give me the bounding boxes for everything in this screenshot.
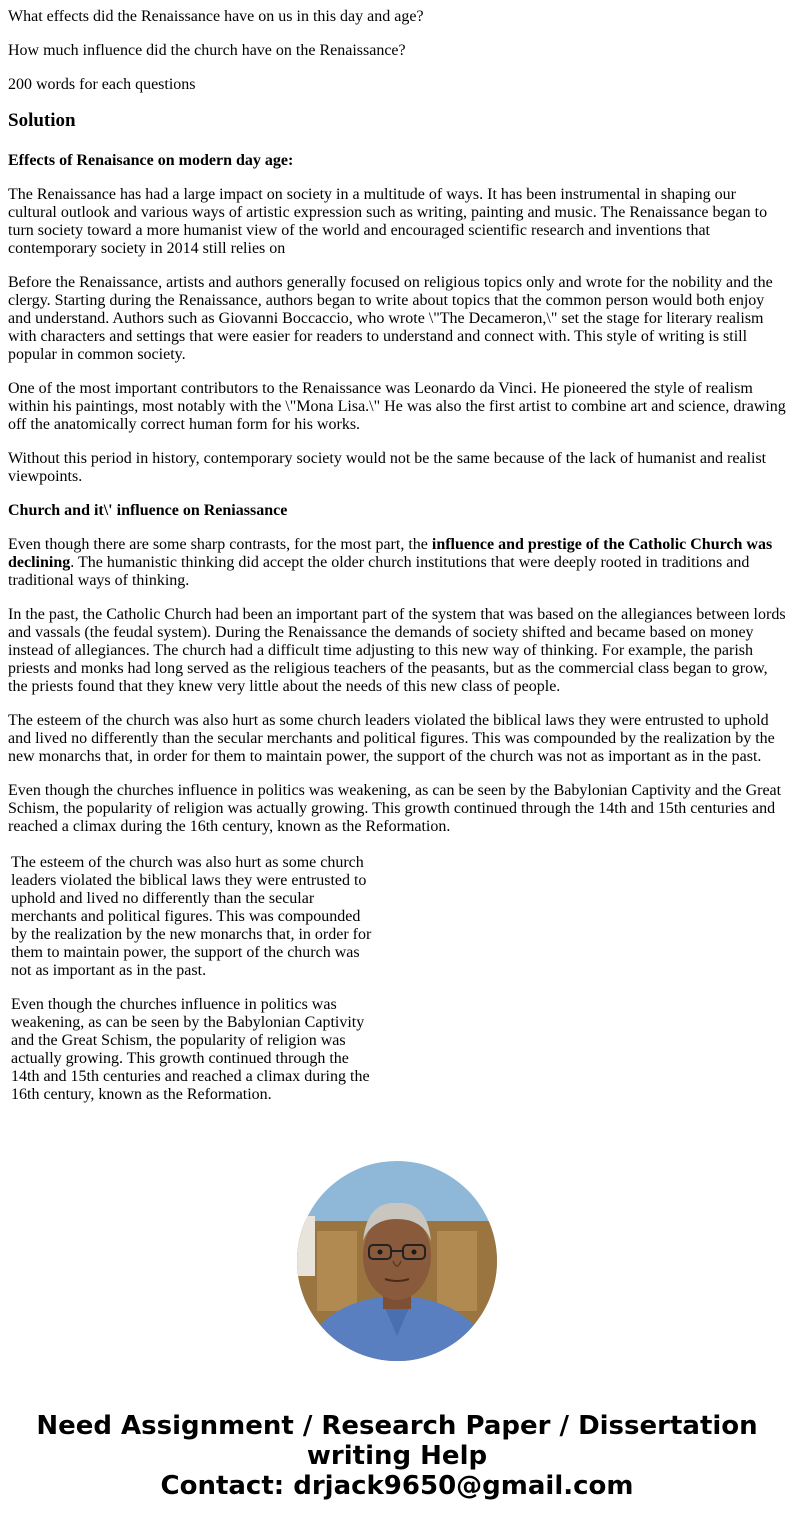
repeated-excerpt-box bbox=[11, 852, 373, 1104]
author-photo bbox=[297, 1161, 497, 1361]
repeated-paragraph-2: Even though the churches influence in politics was weakening, as can be seen by the Babylonian Captivity and the Great Schism, the popularity of religion was actually growing. This growth continued through the 14th and 15th centuries and reached a climax during the 16th century, known as the Reformation. bbox=[11, 996, 370, 1103]
section-1-heading: Effects of Renaisance on modern day age: bbox=[8, 152, 294, 169]
section-2-paragraph-4: Even though the churches influence in politics was weakening, as can be seen by the Babylonian Captivity and the Great Schism, the popularity of religion was actually growing. This growth continued through the 14th and 15th centuries and reached a climax during the 16th century, known as the Reformation. bbox=[8, 782, 782, 835]
section-2-paragraph-1-end: . The humanistic thinking did accept the older church institutions that were deeply rooted in traditions and traditional ways of thinking. bbox=[8, 554, 750, 589]
question-1: What effects did the Renaissance have on us in this day and age? bbox=[8, 8, 424, 25]
section-2-paragraph-1-bold: influence and prestige of the Catholic Church was declining bbox=[8, 536, 773, 571]
promo-footer bbox=[0, 1411, 794, 1501]
section-1-paragraph-1: The Renaissance has had a large impact on society in a multitude of ways. It has been instrumental in shaping our cultural outlook and various ways of artistic expression such as writing, painting and music. The Renaissance began to turn society toward a more humanist view of the world and encouraged scientific research and inventions that contemporary society in 2014 still relies on bbox=[8, 186, 768, 257]
promo-line-1: Need Assignment / Research Paper / Dissertation writing Help bbox=[36, 1411, 758, 1471]
section-1-paragraph-3: One of the most important contributors to the Renaissance was Leonardo da Vinci. He pioneered the style of realism within his paintings, most notably with the \"Mona Lisa.\" He was also the first artist to combine art and science, drawing off the anatomically correct human form for his works. bbox=[8, 380, 786, 433]
question-3: 200 words for each questions bbox=[8, 76, 196, 93]
author-portrait-image bbox=[297, 1161, 497, 1361]
section-2-paragraph-2: In the past, the Catholic Church had been an important part of the system that was based on the allegiances between lords and vassals (the feudal system). During the Renaissance the demands of society shifted and became based on money instead of allegiances. The church had a difficult time adjusting to this new way of thinking. For example, the parish priests and monks had long served as the religious teachers of the peasants, but as the commercial class began to grow, the priests found that they knew very little about the needs of this new class of people. bbox=[8, 606, 786, 695]
section-1-paragraph-4: Without this period in history, contemporary society would not be the same because of the lack of humanist and realist viewpoints. bbox=[8, 450, 767, 485]
solution-heading: Solution bbox=[8, 110, 76, 131]
section-2-paragraph-1-start: Even though there are some sharp contrasts, for the most part, the bbox=[8, 536, 432, 553]
section-2-paragraph-1 bbox=[8, 536, 786, 590]
repeated-paragraph-1: The esteem of the church was also hurt as some church leaders violated the biblical laws they were entrusted to uphold and lived no differently than the secular merchants and political figures. This was compounded by the realization by the new monarchs that, in order for them to maintain power, the support of the church was not as important as in the past. bbox=[11, 854, 372, 979]
section-2-paragraph-3: The esteem of the church was also hurt as some church leaders violated the biblical laws they were entrusted to uphold and lived no differently than the secular merchants and political figures. This was compounded by the realization by the new monarchs that, in order for them to maintain power, the support of the church was not as important as in the past. bbox=[8, 712, 775, 765]
question-2: How much influence did the church have on the Renaissance? bbox=[8, 42, 406, 59]
section-1-paragraph-2: Before the Renaissance, artists and authors generally focused on religious topics only and wrote for the nobility and the clergy. Starting during the Renaissance, authors began to write about topics that the common person would both enjoy and understand. Authors such as Giovanni Boccaccio, who wrote \"The Decameron,\" set the stage for literary realism with characters and settings that were easier for readers to understand and connect with. This style of writing is still popular in common society. bbox=[8, 274, 773, 363]
document-body bbox=[0, 8, 794, 1104]
promo-contact-line: Contact: drjack9650@gmail.com bbox=[160, 1471, 634, 1501]
section-2-heading: Church and it\' influence on Reniassance bbox=[8, 502, 288, 519]
